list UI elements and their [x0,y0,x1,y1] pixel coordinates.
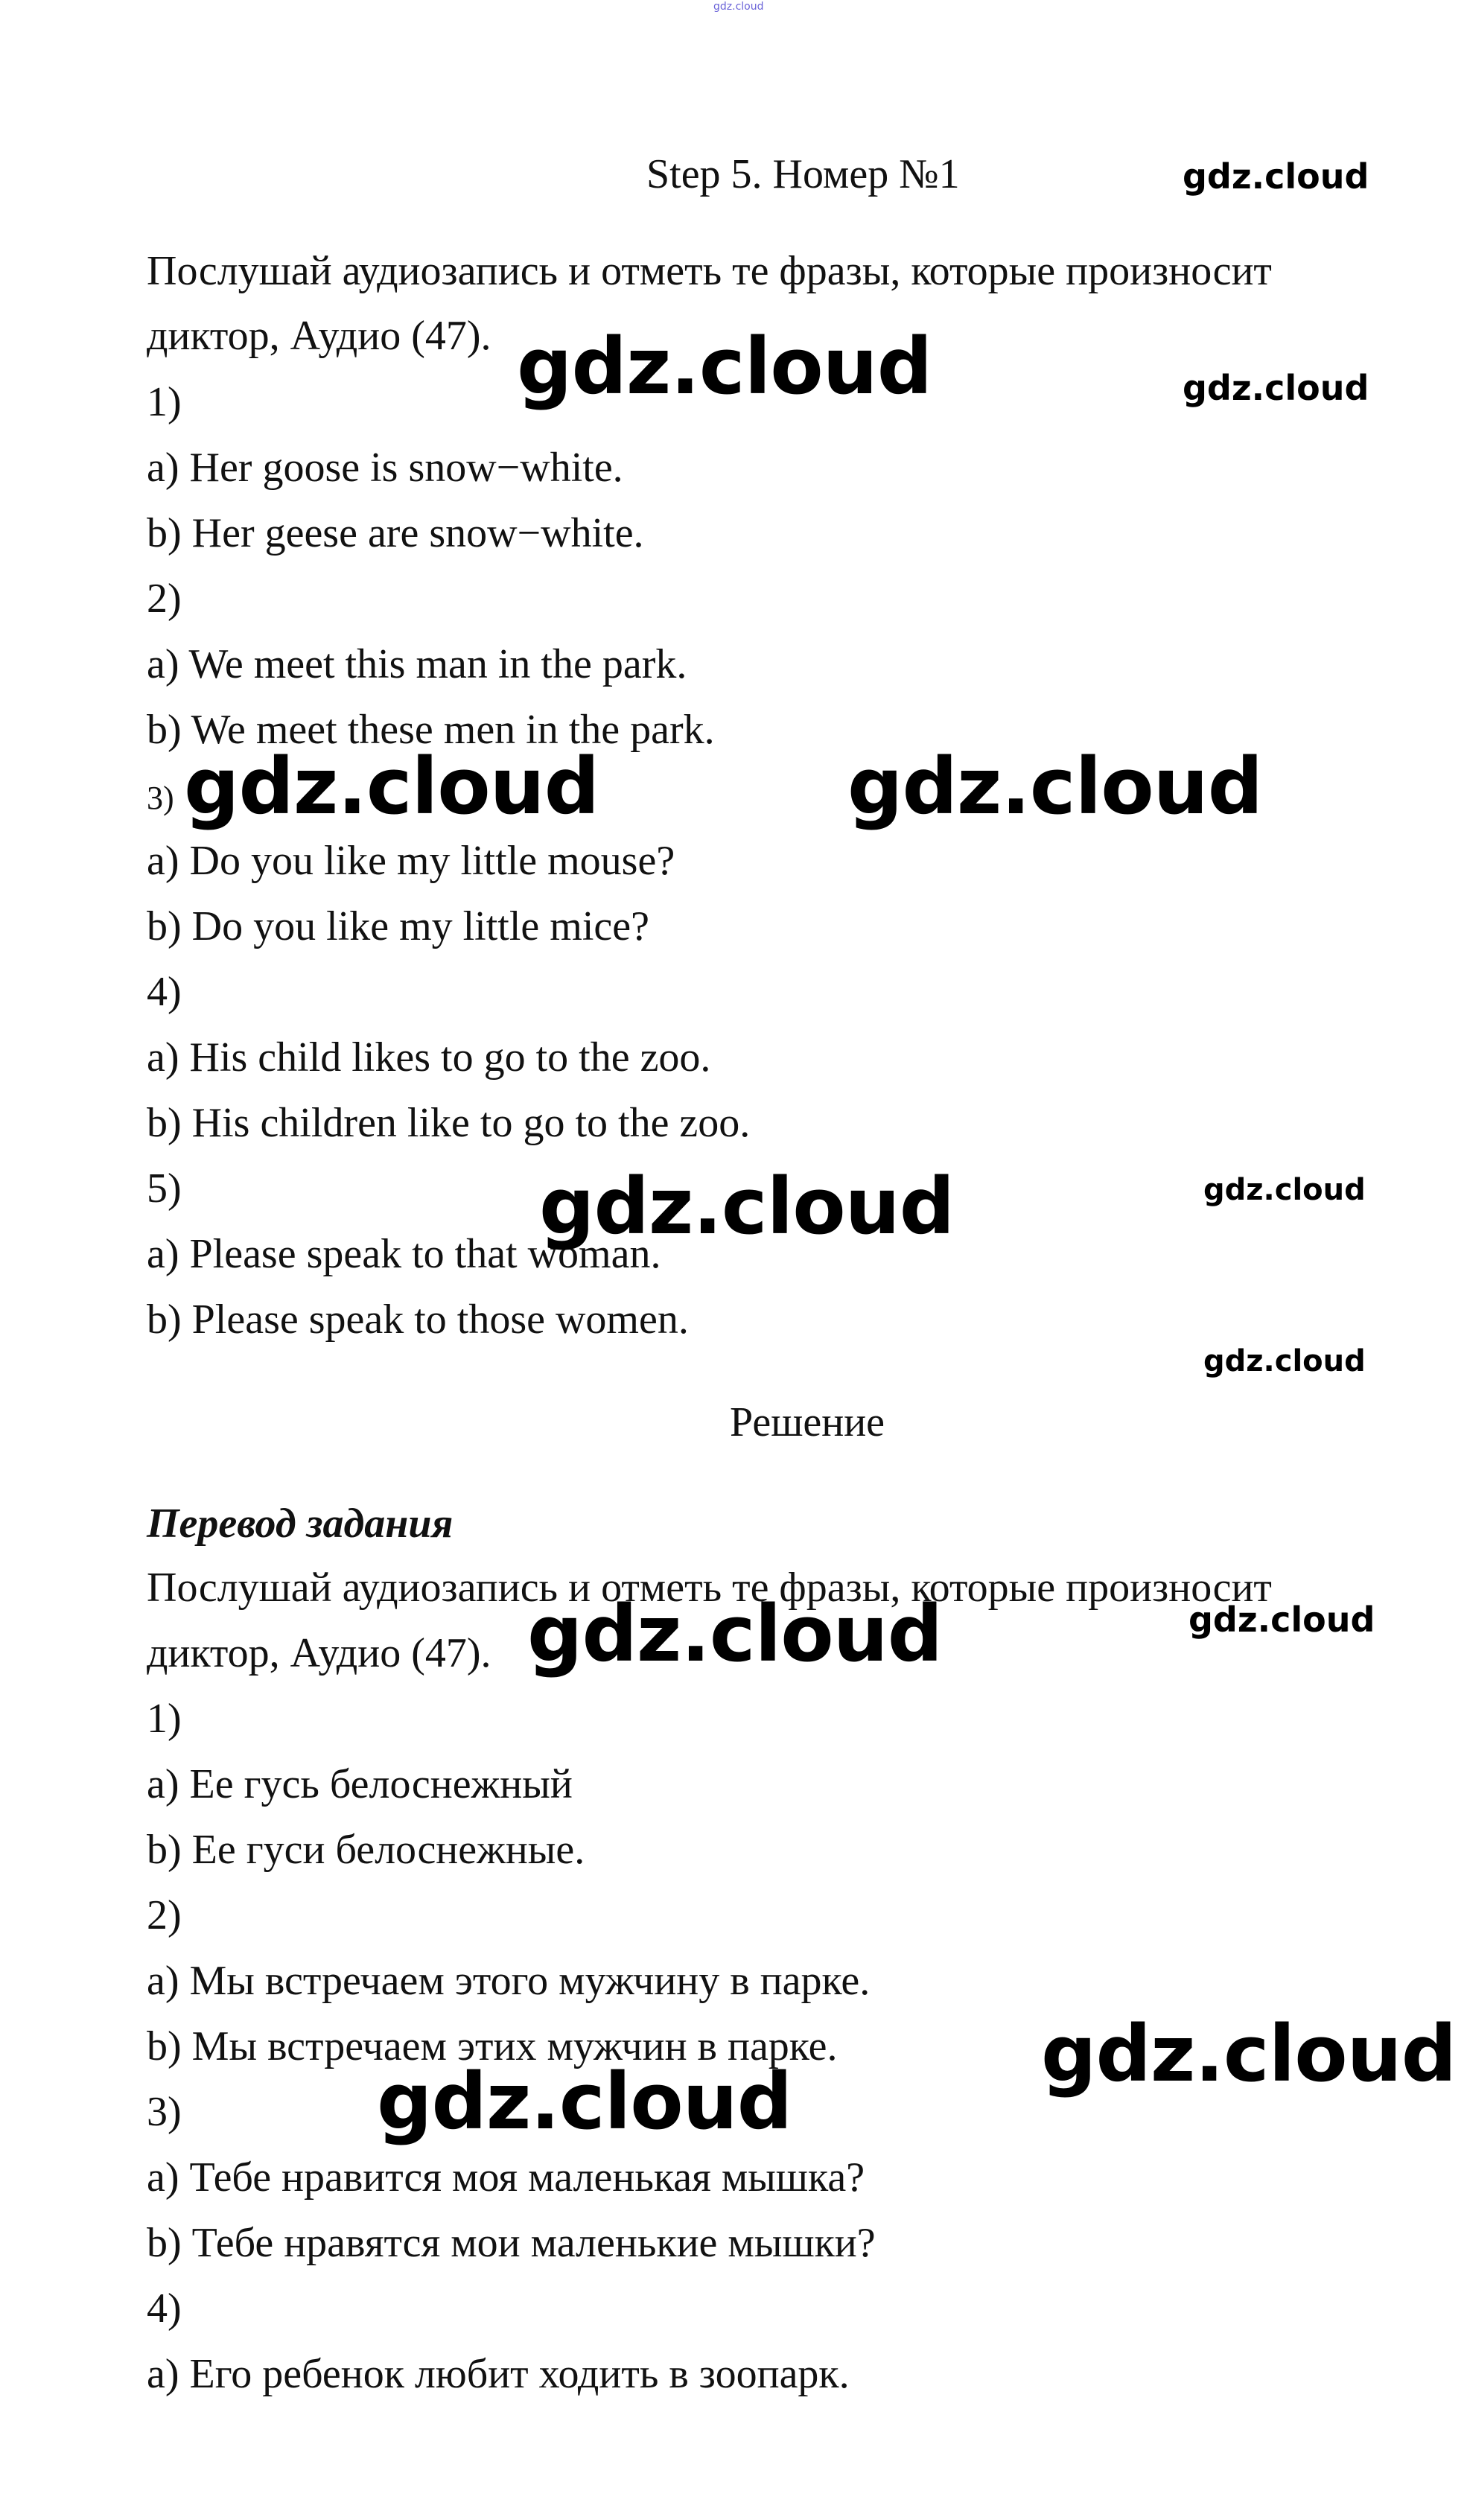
task-item-1-option-a: a) Her goose is snow−white. [147,445,623,491]
watermark: gdz.cloud [517,321,932,412]
translation-item-4-option-a: a) Его ребенок любит ходить в зоопарк. [147,2351,850,2397]
watermark: gdz.cloud [713,1,764,13]
task-item-2-option-a: a) We meet this man in the park. [147,641,687,687]
watermark: gdz.cloud [527,1588,943,1679]
watermark: gdz.cloud [539,1161,955,1252]
translation-item-2-number: 2) [147,1892,182,1938]
task-item-2-number: 2) [147,576,182,622]
page-title: Step 5. Номер №1 [646,151,960,197]
task-item-4-option-a: a) His child likes to go to the zoo. [147,1034,711,1081]
watermark: gdz.cloud [1188,1600,1375,1640]
task-item-3-number: 3) [147,780,174,816]
solution-heading: Решение [730,1399,885,1445]
translation-item-4-number: 4) [147,2285,182,2332]
task-item-3-option-a: a) Do you like my little mouse? [147,838,675,884]
translation-item-1-option-b: b) Ее гуси белоснежные. [147,1827,585,1873]
task-item-2-option-b: b) We meet these men in the park. [147,707,715,753]
translation-instruction-line1: Послушай аудиозапись и отметь те фразы, которые произносит [147,1565,1272,1611]
translation-item-1-option-a: a) Ее гусь белоснежный [147,1761,573,1807]
task-instruction-line2: диктор, Аудио (47). [147,313,491,359]
watermark: gdz.cloud [1183,368,1369,408]
task-item-5-option-b: b) Please speak to those women. [147,1296,689,1343]
watermark: gdz.cloud [184,741,599,832]
watermark: gdz.cloud [1183,156,1369,197]
translation-item-3-option-a: a) Тебе нравится моя маленькая мышка? [147,2154,865,2201]
translation-instruction-line2: диктор, Аудио (47). [147,1630,491,1676]
task-item-4-option-b: b) His children like to go to the zoo. [147,1100,751,1146]
translation-item-3-number: 3) [147,2089,182,2135]
task-instruction-line1: Послушай аудиозапись и отметь те фразы, которые произносит [147,248,1272,294]
task-item-5-option-a: a) Please speak to that woman. [147,1231,661,1277]
translation-item-1-number: 1) [147,1696,182,1742]
task-item-4-number: 4) [147,969,182,1015]
translation-heading: Перевод задания [147,1501,454,1547]
task-item-3-option-b: b) Do you like my little mice? [147,903,649,949]
watermark: gdz.cloud [1203,1344,1366,1378]
watermark: gdz.cloud [377,2056,792,2147]
task-item-5-number: 5) [147,1165,182,1212]
watermark: gdz.cloud [1041,2008,1457,2099]
task-item-1-option-b: b) Her geese are snow−white. [147,510,644,556]
watermark: gdz.cloud [847,741,1263,832]
translation-item-3-option-b: b) Тебе нравятся мои маленькие мышки? [147,2220,876,2266]
translation-item-2-option-a: a) Мы встречаем этого мужчину в парке. [147,1958,871,2004]
task-item-1-number: 1) [147,379,182,425]
translation-item-2-option-b: b) Мы встречаем этих мужчин в парке. [147,2023,838,2069]
watermark: gdz.cloud [1203,1173,1366,1207]
